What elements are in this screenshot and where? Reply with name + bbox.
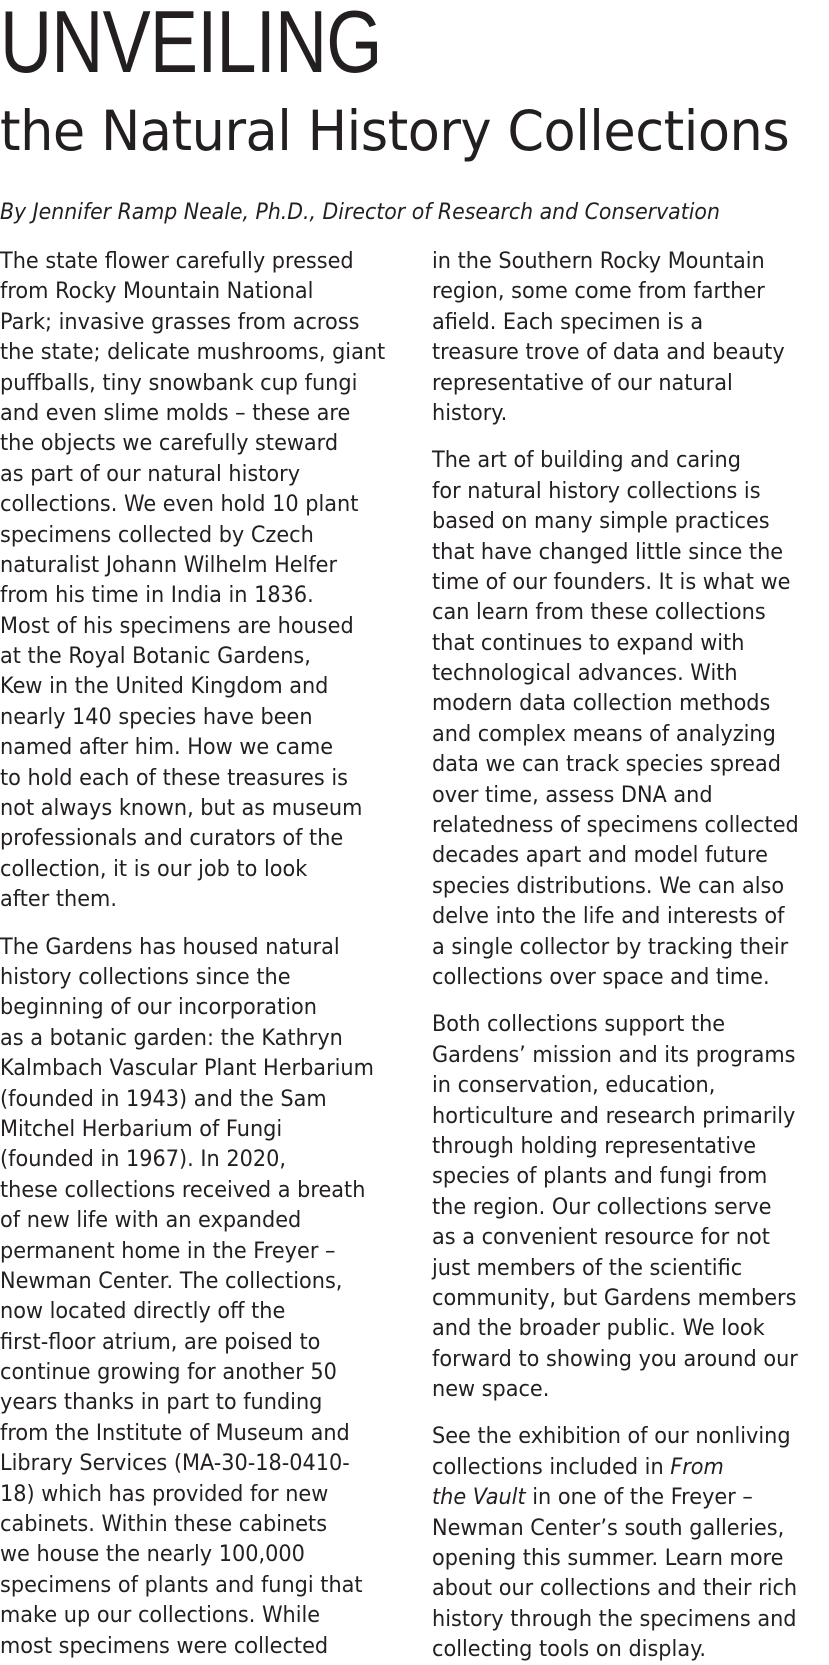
text-line: technological advances. With	[432, 660, 738, 687]
text-line: time of our founders. It is what we	[432, 568, 791, 595]
exhibition-title-part: the Vault	[432, 1484, 526, 1511]
text-line: beginning of our incorporation	[0, 994, 317, 1021]
text-line: can learn from these collections	[432, 599, 766, 626]
text-line: (founded in 1967). In 2020,	[0, 1146, 286, 1173]
text-line: now located directly off the	[0, 1298, 286, 1325]
text-line: decades apart and model future	[432, 842, 768, 869]
text-run: collections included in	[432, 1453, 671, 1480]
text-line: delve into the life and interests of	[432, 903, 785, 930]
text-line: Newman Center’s south galleries,	[432, 1514, 785, 1541]
text-line: modern data collection methods	[432, 690, 771, 717]
text-line: and the broader public. We look	[432, 1315, 765, 1342]
text-line: new space.	[432, 1376, 550, 1403]
text-line: afield. Each specimen is a	[432, 308, 704, 335]
text-line: collections. We even hold 10 plant	[0, 491, 359, 518]
text-line: collections over space and time.	[432, 963, 770, 990]
text-line: history collections since the	[0, 963, 291, 990]
right-column	[432, 246, 829, 1665]
article-paragraph	[432, 246, 829, 428]
text-line: of new life with an expanded	[0, 1207, 302, 1234]
text-line: (founded in 1943) and the Sam	[0, 1085, 327, 1112]
exhibition-title-part: From	[670, 1453, 724, 1480]
text-line: most specimens were collected	[0, 1632, 329, 1659]
text-line: Newman Center. The collections,	[0, 1267, 343, 1294]
text-line: collection, it is our job to look	[0, 855, 308, 882]
text-line: Mitchel Herbarium of Fungi	[0, 1115, 283, 1142]
text-line: nearly 140 species have been	[0, 703, 313, 730]
text-line: data we can track species spread	[432, 751, 781, 778]
text-line: region, some come from farther	[432, 278, 765, 305]
text-line: Park; invasive grasses from across	[0, 308, 360, 335]
text-line: Kalmbach Vascular Plant Herbarium	[0, 1055, 374, 1082]
text-line: not always known, but as museum	[0, 795, 363, 822]
text-line: through holding representative	[432, 1132, 757, 1159]
text-line: make up our collections. While	[0, 1602, 321, 1629]
text-line: just members of the scientific	[432, 1254, 743, 1281]
text-line: as part of our natural history	[0, 460, 301, 487]
text-line: community, but Gardens members	[432, 1284, 797, 1311]
text-line: The state flower carefully pressed	[0, 248, 354, 274]
article-paragraph	[0, 246, 400, 915]
text-line	[432, 1452, 804, 1482]
text-line: relatedness of specimens collected	[432, 812, 799, 839]
text-line	[432, 1482, 804, 1512]
text-line: representative of our natural	[432, 369, 733, 396]
text-line: Both collections support the	[432, 1011, 726, 1038]
text-line: cabinets. Within these cabinets	[0, 1511, 328, 1538]
text-line: based on many simple practices	[432, 508, 770, 535]
text-line: from Rocky Mountain National	[0, 278, 314, 305]
text-line: the objects we carefully steward	[0, 430, 339, 457]
text-line: and complex means of analyzing	[432, 720, 776, 747]
text-line: The Gardens has housed natural	[0, 933, 340, 960]
text-line: Kew in the United Kingdom and	[0, 673, 329, 700]
text-line: Most of his specimens are housed	[0, 612, 354, 639]
text-line: specimens collected by Czech	[0, 521, 314, 548]
article-paragraph	[432, 1009, 829, 1404]
text-line: we house the nearly 100,000	[0, 1541, 305, 1568]
text-line: from his time in India in 1836.	[0, 582, 314, 609]
text-line: The art of building and caring	[432, 447, 741, 474]
text-line: that have changed little since the	[432, 538, 784, 565]
article-paragraph	[432, 1421, 829, 1664]
text-line: puffballs, tiny snowbank cup fungi	[0, 369, 358, 396]
text-line: opening this summer. Learn more	[432, 1545, 784, 1572]
text-line: as a botanic garden: the Kathryn	[0, 1024, 343, 1051]
text-line: species of plants and fungi from	[432, 1163, 768, 1190]
text-line: naturalist Johann Wilhelm Helfer	[0, 551, 338, 578]
left-column	[0, 246, 400, 1661]
text-line: See the exhibition of our nonliving	[432, 1423, 791, 1450]
text-line: Library Services (MA-30-18-0410-	[0, 1450, 350, 1477]
text-line: about our collections and their rich	[432, 1575, 798, 1602]
text-line: the region. Our collections serve	[432, 1193, 772, 1220]
text-line: named after him. How we came	[0, 734, 334, 761]
text-line: specimens of plants and fungi that	[0, 1571, 363, 1598]
article-paragraph	[0, 932, 400, 1661]
text-line: in the Southern Rocky Mountain	[432, 248, 765, 274]
text-line: these collections received a breath	[0, 1176, 366, 1203]
text-line: treasure trove of data and beauty	[432, 339, 785, 366]
text-line: and even slime molds – these are	[0, 399, 351, 426]
text-line: history.	[432, 399, 508, 426]
text-run: in one of the Freyer –	[525, 1484, 753, 1511]
text-line: species distributions. We can also	[432, 872, 785, 899]
text-line: collecting tools on display.	[432, 1636, 707, 1663]
text-line: over time, assess DNA and	[432, 781, 713, 808]
paragraph-gap	[432, 428, 829, 445]
text-line: first-floor atrium, are poised to	[0, 1328, 321, 1355]
text-line: in conservation, education,	[432, 1072, 716, 1099]
text-line: for natural history collections is	[432, 477, 761, 504]
text-line: forward to showing you around our	[432, 1345, 798, 1372]
text-line: that continues to expand with	[432, 629, 745, 656]
text-line: Gardens’ mission and its programs	[432, 1041, 796, 1068]
text-line: at the Royal Botanic Gardens,	[0, 643, 311, 670]
text-line: from the Institute of Museum and	[0, 1419, 350, 1446]
paragraph-gap	[0, 915, 400, 932]
text-line: 18) which has provided for new	[0, 1480, 329, 1507]
text-line: after them.	[0, 886, 117, 913]
text-line: years thanks in part to funding	[0, 1389, 323, 1416]
text-line: a single collector by tracking their	[432, 933, 789, 960]
article-byline: By Jennifer Ramp Neale, Ph.D., Director of Research and Conservation	[0, 200, 720, 225]
article-paragraph	[432, 445, 829, 992]
paragraph-gap	[432, 992, 829, 1009]
text-line: to hold each of these treasures is	[0, 764, 348, 791]
text-line: the state; delicate mushrooms, giant	[0, 339, 386, 366]
paragraph-gap	[432, 1404, 829, 1421]
text-line: horticulture and research primarily	[432, 1102, 796, 1129]
text-line: professionals and curators of the	[0, 825, 344, 852]
article-kicker: UNVEILING	[0, 0, 382, 91]
article-title: the Natural History Collections	[0, 99, 790, 163]
text-line: as a convenient resource for not	[432, 1224, 770, 1251]
text-line: permanent home in the Freyer –	[0, 1237, 336, 1264]
text-line: continue growing for another 50	[0, 1359, 337, 1386]
text-line: history through the specimens and	[432, 1605, 797, 1632]
